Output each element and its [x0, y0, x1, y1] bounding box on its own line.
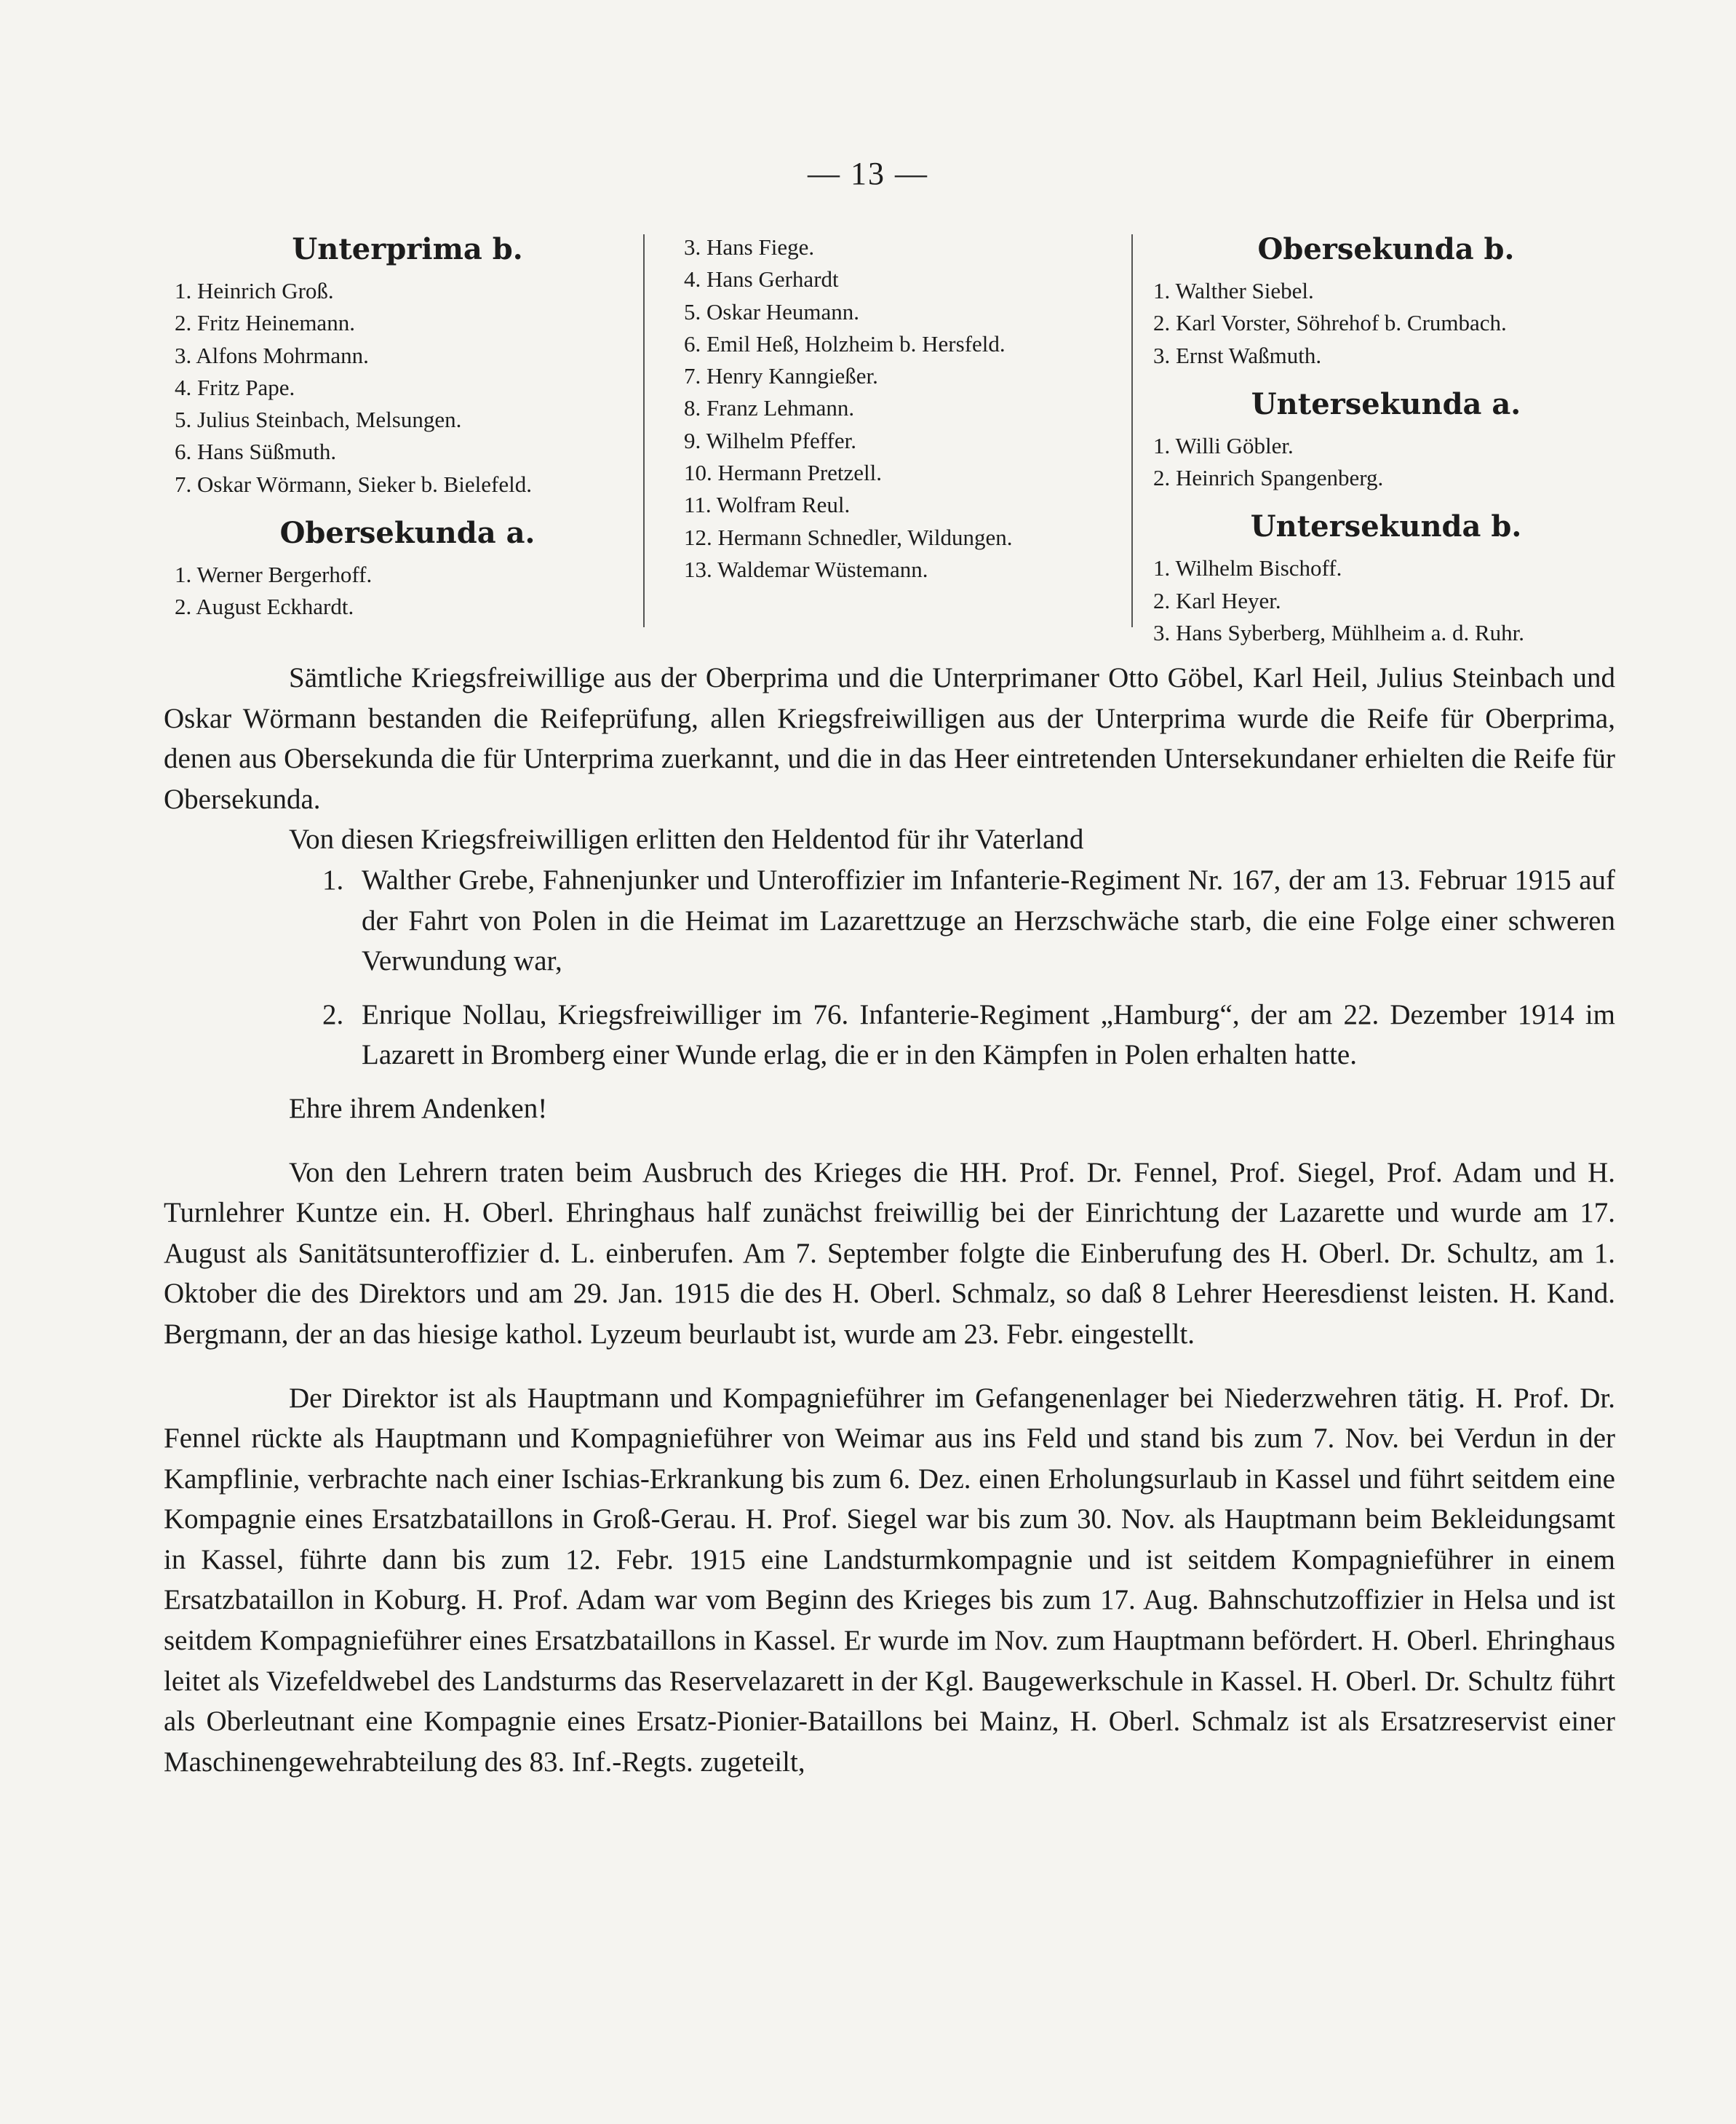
list-item: 4. Fritz Pape. [175, 374, 295, 400]
list-item: 5. Oskar Heumann. [684, 298, 860, 325]
paragraph-exams: Sämtliche Kriegsfreiwillige aus der Oberprima und die Unterprimaner Otto Göbel, Karl Heil, Julius Steinbach und Oskar Wörmann bestanden die Reifeprüfung, allen Kriegsfreiwilligen aus der Unterprima wurde die Reife für Oberprima, denen aus Obersekunda die für Unterprima zuerkannt, und die in das Heer eintretenden Untersekundaner erhielten die Reife für Obersekunda. [164, 662, 1615, 815]
list-item: 7. Henry Kanngießer. [684, 363, 878, 389]
body-text [164, 658, 1615, 1782]
column-divider [1131, 234, 1133, 627]
student-list-untersekunda-a [1153, 430, 1619, 495]
list-item: 2. August Eckhardt. [175, 594, 354, 620]
list-item-text: Walther Grebe, Fahnenjunker und Unteroffizier im Infanterie-Regiment Nr. 167, der am 13. Februar 1915 auf der Fahrt von Polen in die Heimat im Lazarettzuge an Herzschwäche starb, die eine Folge einer schweren Verwundung war, [362, 864, 1615, 977]
list-item: 3. Hans Fiege. [684, 234, 815, 260]
heading-unterprima-b: Unterprima b. [292, 232, 523, 266]
student-list-obersekunda-a [175, 559, 640, 624]
list-item: 6. Emil Heß, Holzheim b. Hersfeld. [684, 330, 1006, 357]
list-item [164, 995, 1615, 1075]
list-item: 3. Hans Syberberg, Mühlheim a. d. Ruhr. [1153, 620, 1525, 646]
heading-untersekunda-b: Untersekunda b. [1250, 509, 1522, 544]
list-item: 1. Heinrich Groß. [175, 278, 334, 303]
column-divider [643, 234, 645, 627]
list-item: 7. Oskar Wörmann, Sieker b. Bielefeld. [175, 471, 532, 497]
column-right [1153, 231, 1619, 649]
student-list-obersekunda-a-continued [684, 231, 1120, 586]
honor-line: Ehre ihrem Andenken! [289, 1092, 548, 1124]
student-list-untersekunda-b [1153, 552, 1619, 649]
paragraph-director: Der Direktor ist als Hauptmann und Kompagnieführer im Gefangenenlager bei Niederzwehren tätig. H. Prof. Dr. Fennel rückte als Hauptmann und Kompagnieführer von Weimar aus ins Feld und stand bis zum 7. Nov. bei Verdun in der Kampflinie, verbrachte nach einer Ischias-Erkrankung bis zum 6. Dez. einen Erholungsurlaub in Kassel und führt seitdem eine Kompagnie eines Ersatzbataillons in Groß-Gerau. H. Prof. Siegel war bis zum 30. Nov. als Hauptmann beim Bekleidungsamt in Kassel, führte dann bis zum 12. Febr. 1915 eine Landsturmkompagnie und ist seitdem Kompagnieführer in einem Ersatzbataillon in Koburg. H. Prof. Adam war vom Beginn des Krieges bis zum 17. Aug. Bahnschutzoffizier in Helsa und ist seitdem Kompagnieführer eines Ersatzbataillons in Kassel. Er wurde im Nov. zum Hauptmann befördert. H. Oberl. Ehringhaus leitet als Vizefeldwebel des Landsturms das Reservelazarett in der Kgl. Baugewerkschule in Kassel. H. Oberl. Dr. Schultz führt als Oberleutnant eine Kompagnie eines Ersatz-Pionier-Bataillons bei Mainz, H. Oberl. Schmalz ist als Ersatzreservist einer Maschinengewehrabteilung des 83. Inf.-Regts. zugeteilt, [164, 1382, 1615, 1778]
list-item: 6. Hans Süßmuth. [175, 439, 337, 465]
list-number: 1. [322, 864, 344, 896]
list-item: 10. Hermann Pretzell. [684, 460, 883, 486]
list-item: 12. Hermann Schnedler, Wildungen. [684, 524, 1013, 550]
heading-untersekunda-a: Untersekunda a. [1251, 386, 1521, 421]
list-item-text: Enrique Nollau, Kriegsfreiwilliger im 76. Infanterie-Regiment „Hamburg“, der am 22. Dezember 1914 im Lazarett in Bromberg einer Wunde erlag, die er in den Kämpfen in Polen erhalten hatte. [362, 998, 1615, 1071]
list-item: 2. Heinrich Spangenberg. [1153, 465, 1384, 491]
list-item: 3. Alfons Mohrmann. [175, 342, 369, 368]
list-item: 13. Waldemar Wüstemann. [684, 556, 928, 582]
column-left [175, 231, 640, 624]
list-item: 1. Walther Siebel. [1153, 278, 1314, 303]
list-item: 5. Julius Steinbach, Melsungen. [175, 407, 462, 433]
heading-obersekunda-b: Obersekunda b. [1257, 232, 1515, 266]
list-item: 1. Wilhelm Bischoff. [1153, 555, 1342, 581]
fallen-list [164, 860, 1615, 1075]
paragraph-fallen-intro: Von diesen Kriegsfreiwilligen erlitten den Heldentod für ihr Vaterland [289, 824, 1084, 856]
column-middle [684, 231, 1120, 586]
student-list-unterprima-b [175, 275, 640, 501]
page-number: — 13 — [808, 156, 928, 191]
list-item: 4. Hans Gerhardt [684, 266, 839, 293]
list-item: 2. Fritz Heinemann. [175, 310, 355, 336]
list-number: 2. [322, 998, 344, 1030]
list-item: 9. Wilhelm Pfeffer. [684, 427, 856, 453]
list-item [164, 860, 1615, 982]
list-item: 11. Wolfram Reul. [684, 492, 851, 518]
student-list-obersekunda-b [1153, 275, 1619, 372]
list-item: 1. Willi Göbler. [1153, 432, 1294, 458]
list-item: 1. Werner Bergerhoff. [175, 562, 373, 588]
list-item: 2. Karl Heyer. [1153, 587, 1281, 613]
list-item: 2. Karl Vorster, Söhrehof b. Crumbach. [1153, 310, 1507, 336]
heading-obersekunda-a: Obersekunda a. [279, 516, 535, 551]
list-item: 3. Ernst Waßmuth. [1153, 342, 1322, 368]
paragraph-teachers: Von den Lehrern traten beim Ausbruch des Krieges die HH. Prof. Dr. Fennel, Prof. Siegel, Prof. Adam und H. Turnlehrer Kuntze ein. H. Oberl. Ehringhaus half zunächst freiwillig bei der Einrichtung der Lazarette und wurde am 17. August als Sanitätsunteroffizier d. L. einberufen. Am 7. September folgte die Einberufung des H. Oberl. Dr. Schultz, am 1. Oktober die des Direktors und am 29. Jan. 1915 die des H. Oberl. Schmalz, so daß 8 Lehrer Heeresdienst leisten. H. Kand. Bergmann, der an das hiesige kathol. Lyzeum beurlaubt ist, wurde am 23. Febr. eingestellt. [164, 1156, 1615, 1350]
list-item: 8. Franz Lehmann. [684, 395, 855, 421]
